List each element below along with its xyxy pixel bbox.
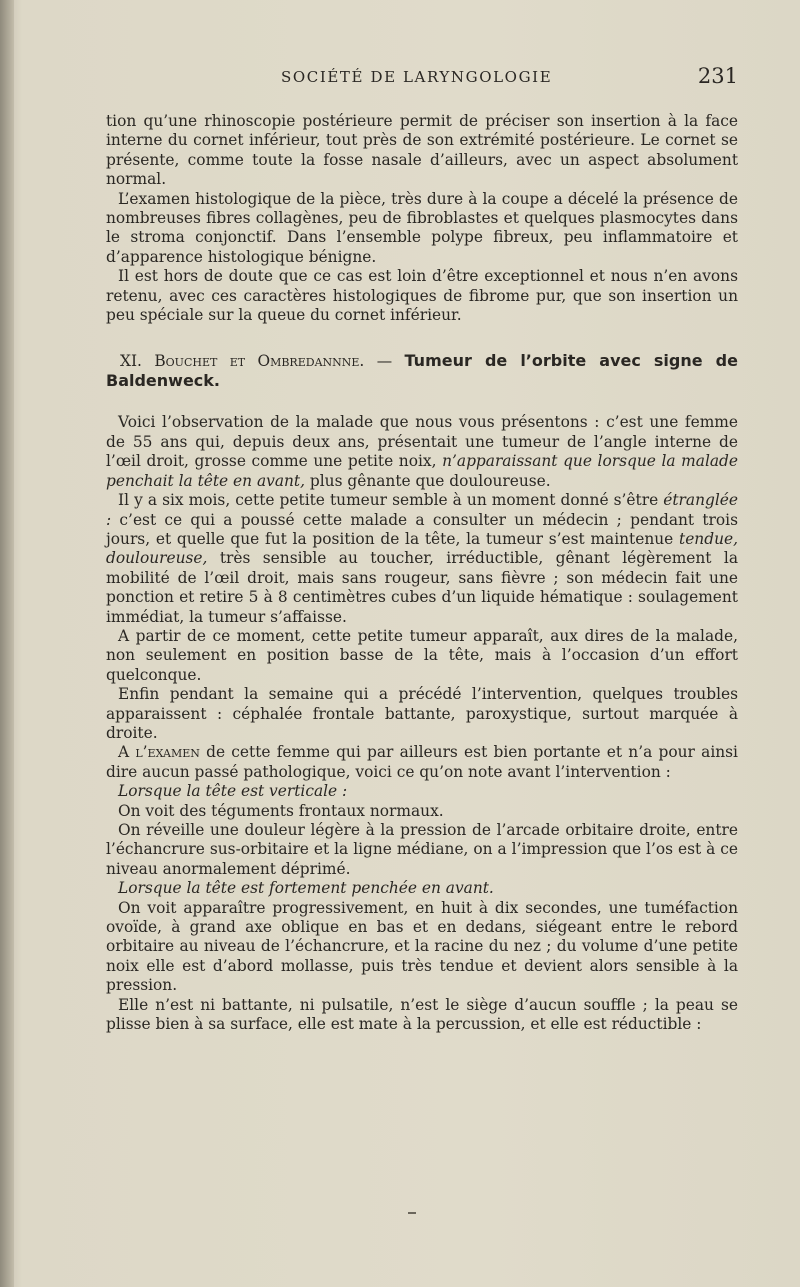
paragraph-evolution: A partir de ce moment, cette petite tumeur apparaît, aux dires de la malade, non seulement en position basse de la tête, mais à l’occasion d’un effort quelconque. <box>106 626 738 684</box>
subheading-forward <box>106 879 738 898</box>
text-run: Voici l’observation de la malade que nous vous présentons : c’est une femme de 55 ans qui, depuis deux ans, présentait une tumeur de l’angle interne de l’œil droit, grosse comme une petite noix, <box>106 413 738 471</box>
running-title: SOCIÉTÉ DE LARYNGOLOGIE <box>281 68 553 86</box>
section-dash: — <box>376 352 393 371</box>
paragraph-history <box>106 491 738 627</box>
page-body <box>106 112 738 1034</box>
paragraph-continuation: tion qu’une rhinoscopie postérieure permit de préciser son insertion à la face interne du cornet inférieur, tout près de son extrémité postérieure. Le cornet se présente, comme toute la fosse nasale d’ailleurs, avec un aspect absolument normal. <box>106 112 738 189</box>
section-title: Tumeur de l’orbite avec signe de Baldenweck. <box>106 351 738 391</box>
emphasis-text: Lorsque la tête est fortement penchée en avant. <box>118 879 494 898</box>
paragraph-histology: L’examen histologique de la pièce, très dure à la coupe a décelé la présence de nombreuses fibres collagènes, peu de fibroblastes et quelques plasmocytes dans le stroma conjonctif. Dans l’ensemble polype fibreux, peu inflammatoire et d’apparence histologique bénigne. <box>106 189 738 266</box>
section-heading <box>106 351 738 391</box>
footer-mark <box>408 1212 416 1214</box>
paragraph-teguments: On voit des téguments frontaux normaux. <box>118 801 444 820</box>
text-run: très sensible au toucher, irréductible, gênant légèrement la mobilité de l’œil droit, mais sans rougeur, sans fièvre ; son médecin fait une ponction et retire 5 à 8 centimètres cubes d’un liquide hématique : soulagement immédiat, la tumeur s’affaisse. <box>106 549 738 626</box>
paragraph-pain: On réveille une douleur légère à la pression de l’arcade orbitaire droite, entre l’échancrure sus-orbitaire et la ligne médiane, on a l’impression que l’os est à ce niveau anormalement déprimé. <box>106 821 738 878</box>
paragraph-characteristics: Elle n’est ni battante, ni pulsatile, n’est le siège d’aucun souffle ; la peau se plisse bien à sa surface, elle est mate à la percussion, et elle est réductible : <box>106 995 738 1034</box>
paragraph-conclusion: Il est hors de doute que ce cas est loin d’être exceptionnel et nous n’en avons retenu, avec ces caractères histologiques de fibrome pur, que son insertion un peu spéciale sur la queue du cornet inférieur. <box>106 267 738 325</box>
emphasis-text: tendue, douloureuse, <box>106 529 738 568</box>
paragraph-symptoms: Enfin pendant la semaine qui a précédé l’intervention, quelques troubles apparaissent : céphalée frontale battante, paroxystique, surtout marquée à droite. <box>106 685 738 742</box>
emphasis-text: Lorsque la tête est verticale : <box>118 782 348 801</box>
emphasis-text: étranglée : <box>106 491 738 529</box>
emphasis-text: n’apparaissant que lorsque la malade penchait la tête en avant, <box>106 452 738 490</box>
page-number: 231 <box>697 64 738 88</box>
text-run: c’est ce qui a poussé cette malade a consulter un médecin ; pendant trois jours, et quelle que fut la position de la tête, la tumeur s’est maintenue <box>106 510 738 548</box>
section-authors: Bouchet et Ombredannne. <box>154 352 365 371</box>
paragraph-observation <box>106 413 738 491</box>
page-header <box>106 64 738 92</box>
section-number: XI. <box>120 352 142 371</box>
text-run: plus gênante que douloureuse. <box>305 471 551 490</box>
text-run: Il y a six mois, cette petite tumeur semble à un moment donné s’être <box>118 491 664 510</box>
paragraph-swelling: On voit apparaître progressivement, en huit à dix secondes, une tuméfaction ovoïde, à grand axe oblique en bas et en dedans, siégeant entre le rebord orbitaire au niveau de l’échancrure, et la racine du nez ; du volume d’une petite noix elle est d’abord mollasse, puis très tendue et devient alors sensible à la pression. <box>106 898 738 995</box>
lead-small-caps: A l’examen <box>118 743 200 762</box>
subheading-vertical <box>106 782 738 801</box>
book-spine-shadow <box>0 0 14 1287</box>
paragraph-examination <box>106 743 738 782</box>
text-run: de cette femme qui par ailleurs est bien portante et n’a pour ainsi dire aucun passé pathologique, voici ce qu’on note avant l’intervention : <box>106 743 738 781</box>
